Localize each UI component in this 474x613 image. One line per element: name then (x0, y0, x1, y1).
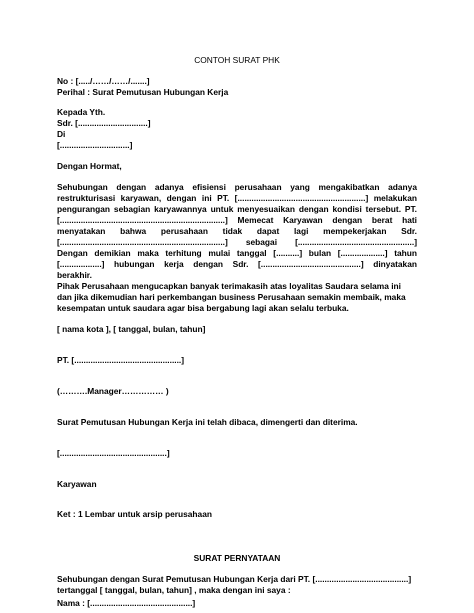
company-signature: PT. [..............................................] (57, 355, 185, 365)
body-line: [.......................................................................] sebagai [..................................................] (57, 237, 417, 247)
employee-label: Karyawan (57, 479, 97, 489)
archive-note: Ket : 1 Lembar untuk arsip perusahaan (57, 509, 212, 519)
document-title: CONTOH SURAT PHK (194, 55, 280, 65)
statement-line: tertanggal [ tanggal, bulan, tahun] , maka dengan ini saya : (57, 585, 291, 595)
recipient-kepada: Kepada Yth. (57, 107, 106, 117)
closing-line: dan jika dikemudian hari perkembangan business Perusahaan semakin membaik, maka (57, 292, 406, 302)
employee-signature: [..............................................] (57, 448, 170, 458)
body-line: [.......................................................................] Memecat Karyawan dengan berat hati (57, 215, 417, 225)
body-line: Dengan demikian maka terhitung mulai tanggal [..........] bulan [...................] tahun (57, 248, 417, 258)
recipient-place: [..............................] (57, 140, 133, 150)
closing-line: Pihak Perusahaan mengucapkan banyak terimakasih atas loyalitas Saudara selama ini (57, 281, 402, 291)
manager-signature: (……….Manager…………… ) (57, 386, 169, 396)
body-line: Sehubungan dengan adanya efisiensi perusahaan yang mengakibatkan adanya (57, 182, 417, 192)
place-date: [ nama kota ], [ tanggal, bulan, tahun] (57, 324, 206, 334)
recipient-di: Di (57, 129, 66, 139)
letter-number: No : [...../……/……/.......] (57, 76, 150, 86)
recipient-name: Sdr. [..............................] (57, 118, 151, 128)
statement-name: Nama : [............................................] (57, 598, 196, 608)
statement-line: Sehubungan dengan Surat Pemutusan Hubungan Kerja dari PT. [........................................] (57, 574, 412, 584)
letter-subject: Perihal : Surat Pemutusan Hubungan Kerja (57, 87, 229, 97)
acknowledgement-text: Surat Pemutusan Hubungan Kerja ini telah dibaca, dimengerti dan diterima. (57, 417, 358, 427)
statement-title: SURAT PERNYATAAN (193, 553, 281, 563)
body-line: pengurangan sebagian karyawannya untuk menyesuaikan dengan kondisi tersebut. PT. (57, 204, 417, 214)
salutation: Dengan Hormat, (57, 161, 122, 171)
body-line: berakhir. (57, 270, 92, 280)
body-line: menyatakan bahwa perusahaan tidak dapat lagi mempekerjakan Sdr. (57, 226, 417, 236)
closing-line: kesempatan untuk saudara agar bisa bergabung lagi akan selalu terbuka. (57, 303, 349, 313)
body-line: [..................] hubungan kerja dengan Sdr. [...........................................] dinyatakan (57, 259, 417, 269)
body-line: restrukturisasi karyawan, dengan ini PT. [.......................................................] melakukan (57, 193, 417, 203)
